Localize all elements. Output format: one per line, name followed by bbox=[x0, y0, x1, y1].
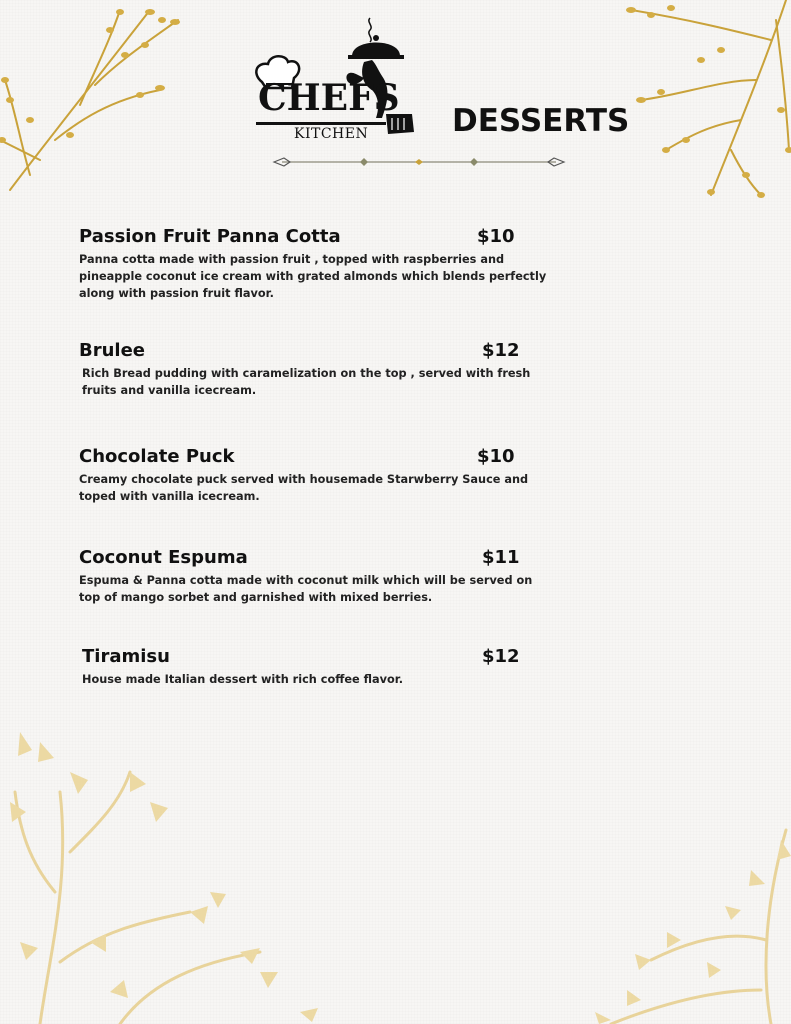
steam-icon bbox=[369, 18, 371, 42]
menu-item bbox=[79, 646, 579, 694]
floral-branch-icon-top-right bbox=[591, 0, 791, 200]
item-description: Espuma & Panna cotta made with coconut milk which will be served on top of mango sorbet and garnished with mixed berries. bbox=[79, 574, 533, 604]
item-price: $12 bbox=[482, 340, 520, 361]
menu-item bbox=[79, 226, 579, 306]
item-price: $12 bbox=[482, 646, 520, 667]
item-name: Passion Fruit Panna Cotta bbox=[79, 226, 341, 247]
floral-branch-icon-bottom-left bbox=[0, 712, 330, 1024]
brand-name: CHEFS bbox=[258, 77, 400, 119]
cloche-icon bbox=[348, 35, 404, 59]
item-description: Creamy chocolate puck served with housemade Starwberry Sauce and toped with vanilla icecream. bbox=[79, 473, 529, 503]
menu-item bbox=[79, 547, 579, 611]
item-description: House made Italian dessert with rich coffee flavor. bbox=[82, 673, 404, 686]
menu-item bbox=[79, 340, 579, 404]
item-price: $10 bbox=[477, 446, 515, 467]
item-name: Chocolate Puck bbox=[79, 446, 235, 467]
ornamental-divider bbox=[272, 154, 566, 170]
item-description: Panna cotta made with passion fruit , topped with raspberries and pineapple coconut ice cream with grated almonds which blends perfectly along with passion fruit flavor. bbox=[79, 253, 547, 300]
item-price: $11 bbox=[482, 547, 520, 568]
item-price: $10 bbox=[477, 226, 515, 247]
item-name: Coconut Espuma bbox=[79, 547, 248, 568]
item-description: Rich Bread pudding with caramelization on the top , served with fresh fruits and vanilla icecream. bbox=[82, 367, 531, 397]
brand-subname: KITCHEN bbox=[294, 126, 369, 142]
brand-wordmark bbox=[258, 77, 400, 148]
floral-branch-icon-bottom-right bbox=[571, 820, 791, 1024]
floral-branch-icon-top-left bbox=[0, 0, 185, 195]
menu-item bbox=[79, 446, 579, 510]
item-name: Tiramisu bbox=[82, 646, 170, 667]
page-title: DESSERTS bbox=[452, 103, 630, 139]
item-name: Brulee bbox=[79, 340, 145, 361]
